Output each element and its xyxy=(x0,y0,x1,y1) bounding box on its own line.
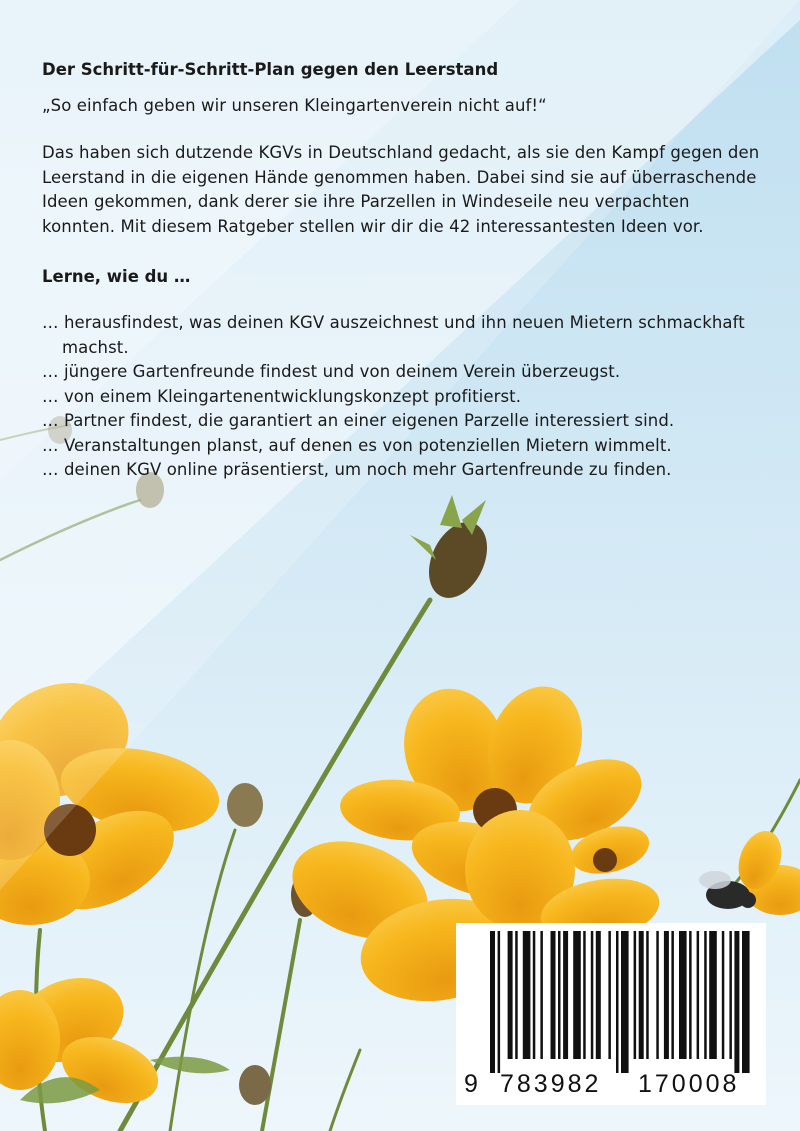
barcode-bar xyxy=(697,931,700,1059)
barcode-bar xyxy=(583,931,586,1059)
barcode-bar xyxy=(689,931,692,1059)
barcode-bar xyxy=(515,931,518,1059)
barcode-bar xyxy=(596,931,601,1059)
list-item: … Veranstaltungen planst, auf denen es von potenziellen Mietern wimmelt. xyxy=(42,435,672,455)
list-item: … herausfindest, was deinen KGV auszeichnest und ihn neuen Mietern schmackhaft machst. xyxy=(42,313,745,357)
barcode-bar xyxy=(551,931,556,1059)
barcode-bar xyxy=(664,931,669,1059)
barcode-bar xyxy=(671,931,674,1059)
quote-text: „So einfach geben wir unseren Kleingartenverein nicht auf!“ xyxy=(42,96,547,115)
barcode-digits-left: 783982 xyxy=(500,1070,602,1098)
barcode-bar xyxy=(734,931,739,1073)
barcode-bar xyxy=(490,931,495,1073)
barcode-bar xyxy=(563,931,568,1059)
barcode-bar xyxy=(722,931,725,1059)
barcode-bar xyxy=(533,931,536,1059)
barcode-bar xyxy=(498,931,501,1073)
barcode-digit-first: 9 xyxy=(464,1070,478,1098)
page-title: Der Schritt-für-Schritt-Plan gegen den Leerstand xyxy=(42,60,499,79)
barcode-bar xyxy=(656,931,659,1059)
barcode-digits-right: 170008 xyxy=(638,1070,740,1098)
barcode-bar xyxy=(639,931,644,1059)
learn-heading: Lerne, wie du … xyxy=(42,267,191,286)
barcode-bar xyxy=(679,931,687,1059)
barcode-bar xyxy=(729,931,732,1059)
barcode-bar xyxy=(616,931,619,1073)
barcode-bar xyxy=(540,931,543,1059)
barcode-bar xyxy=(523,931,531,1059)
list-item: … jüngere Gartenfreunde findest und von deinem Verein überzeugst. xyxy=(42,362,621,381)
barcode-bar xyxy=(608,931,611,1059)
barcode-bar xyxy=(742,931,750,1073)
barcode-bar xyxy=(709,931,717,1059)
list-item: … von einem Kleingartenentwicklungskonzept profitierst. xyxy=(42,386,522,406)
isbn-barcode xyxy=(456,923,766,1105)
benefit-list xyxy=(42,311,762,483)
back-cover-text xyxy=(42,58,762,483)
barcode-bar xyxy=(646,931,649,1059)
description-paragraph: Das haben sich dutzende KGVs in Deutschland gedacht, als sie den Kampf gegen den Leerstand in die eigenen Hände genommen haben. Dabei sind sie auf überraschende Ideen gekommen, dank derer sie ihre Parzellen in Windeseile neu verpachten konnten. Mit diesem Ratgeber stellen wir dir die 42 interessantesten Ideen vor. xyxy=(42,143,760,236)
barcode-bar xyxy=(634,931,637,1059)
barcode-bar xyxy=(591,931,594,1059)
barcode-bar xyxy=(704,931,707,1059)
barcode-bars xyxy=(456,923,766,1073)
list-item: … Partner findest, die garantiert an einer eigenen Parzelle interessiert sind. xyxy=(42,411,675,430)
barcode-bar xyxy=(621,931,629,1073)
barcode-digits xyxy=(456,1070,766,1100)
barcode-bar xyxy=(573,931,581,1059)
barcode-bar xyxy=(558,931,561,1059)
barcode-bar xyxy=(508,931,513,1059)
list-item: … deinen KGV online präsentierst, um noch mehr Gartenfreunde zu finden. xyxy=(42,460,672,479)
